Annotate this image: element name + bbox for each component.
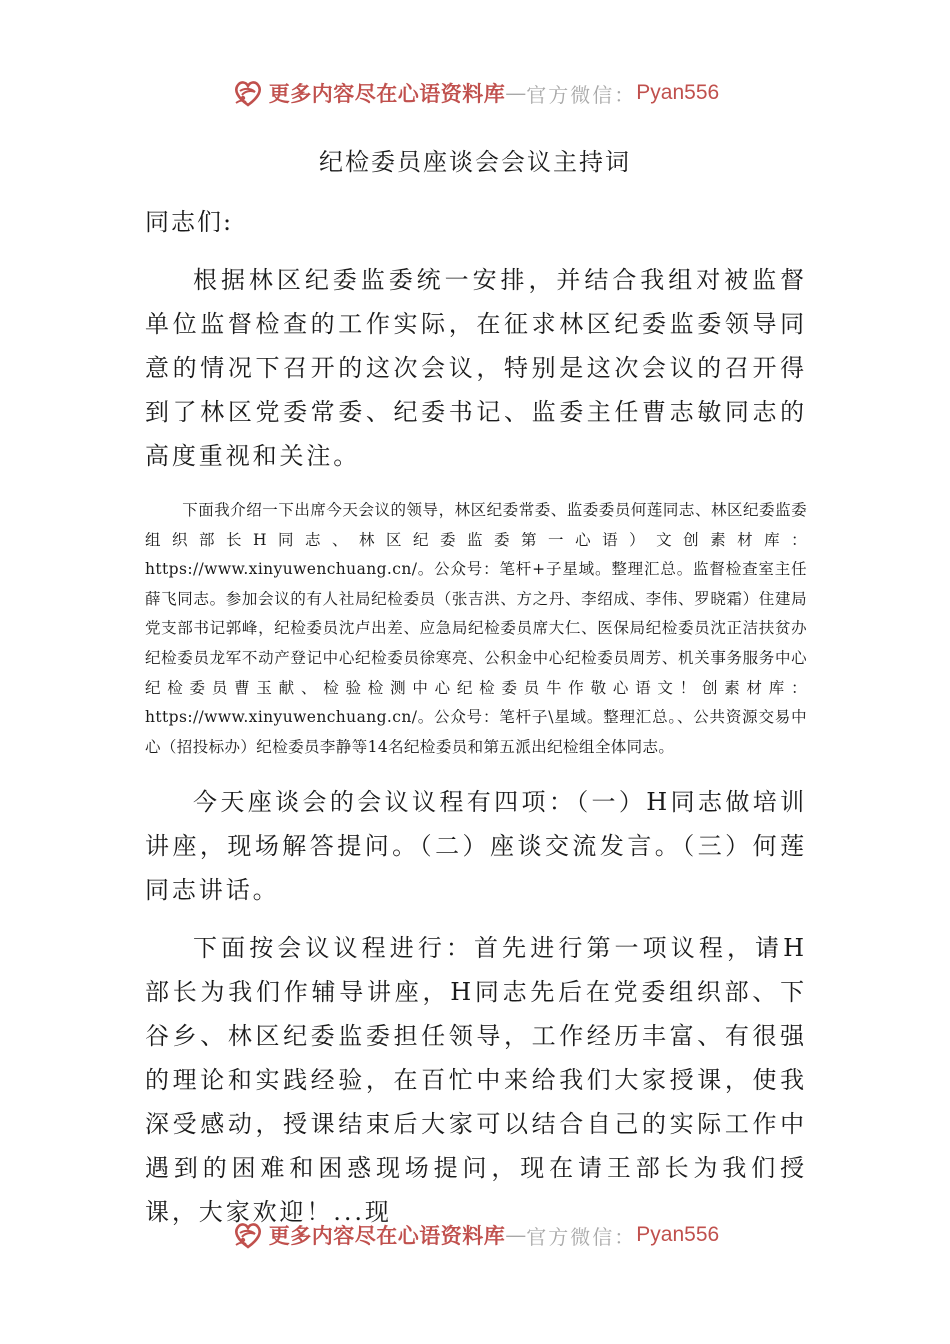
footer-watermark-banner — [0, 1212, 950, 1258]
wechat-label: 官方微信： — [526, 1224, 637, 1249]
banner-separator: — — [505, 81, 527, 105]
salutation: 同志们: — [145, 208, 234, 236]
document-title: 纪检委员座谈会会议主持词 — [319, 148, 631, 176]
wechat-id: Pyan556 — [636, 81, 720, 104]
banner-separator: — — [505, 1223, 527, 1247]
paragraph-attendees: 下面我介绍一下出席今天会议的领导，林区纪委常委、监委委员何莲同志、林区纪委监委组织部长H同志、林区纪委监委第一心语）文创素材库：https://www.xinyuwenchuang.cn/。公众号：笔杆+子星域。整理汇总。监督检查室主任薛飞同志。参加会议的有人社局纪检委员（张吉洪、方之丹、李绍成、李伟、罗晓霜）住建局党支部书记郭峰，纪检委员沈卢出差、应急局纪检委员席大仁、医保局纪检委员沈正洁扶贫办纪检委员龙军不动产登记中心纪检委员徐寒亮、公积金中心纪检委员周芳、机关事务服务中心纪检委员曹玉献、检验检测中心纪检委员牛作敬心语文！创素材库：https://www.xinyuwenchuang.cn/。公众号：笔杆子\星域。整理汇总。、公共资源交易中心（招投标办）纪检委员李静等14名纪检委员和第五派出纪检组全体同志。 — [145, 501, 807, 756]
brand-name: 更多内容尽在心语资料库 — [268, 81, 506, 106]
paragraph-agenda: 今天座谈会的会议议程有四项：（一）H同志做培训讲座，现场解答提问。（二）座谈交流发言。（三）何莲同志讲话。 — [145, 788, 807, 904]
brand-name: 更多内容尽在心语资料库 — [268, 1223, 506, 1248]
wechat-label: 官方微信： — [526, 82, 637, 107]
heart-swirl-logo-icon — [231, 76, 265, 110]
paragraph-proceedings: 下面按会议议程进行：首先进行第一项议程，请H部长为我们作辅导讲座，H同志先后在党委组织部、下谷乡、林区纪委监委担任领导，工作经历丰富、有很强的理论和实践经验，在百忙中来给我们大家授课，使我深受感动，授课结束后大家可以结合自己的实际工作中遇到的困难和困惑现场提问，现在请王部长为我们授课，大家欢迎！...现 — [145, 934, 807, 1226]
header-watermark-banner — [0, 70, 950, 116]
heart-swirl-logo-icon — [231, 1218, 265, 1252]
wechat-id: Pyan556 — [636, 1223, 720, 1246]
paragraph-intro: 根据林区纪委监委统一安排，并结合我组对被监督单位监督检查的工作实际，在征求林区纪委监委领导同意的情况下召开的这次会议，特别是这次会议的召开得到了林区党委常委、纪委书记、监委主任曹志敏同志的高度重视和关注。 — [145, 266, 807, 470]
